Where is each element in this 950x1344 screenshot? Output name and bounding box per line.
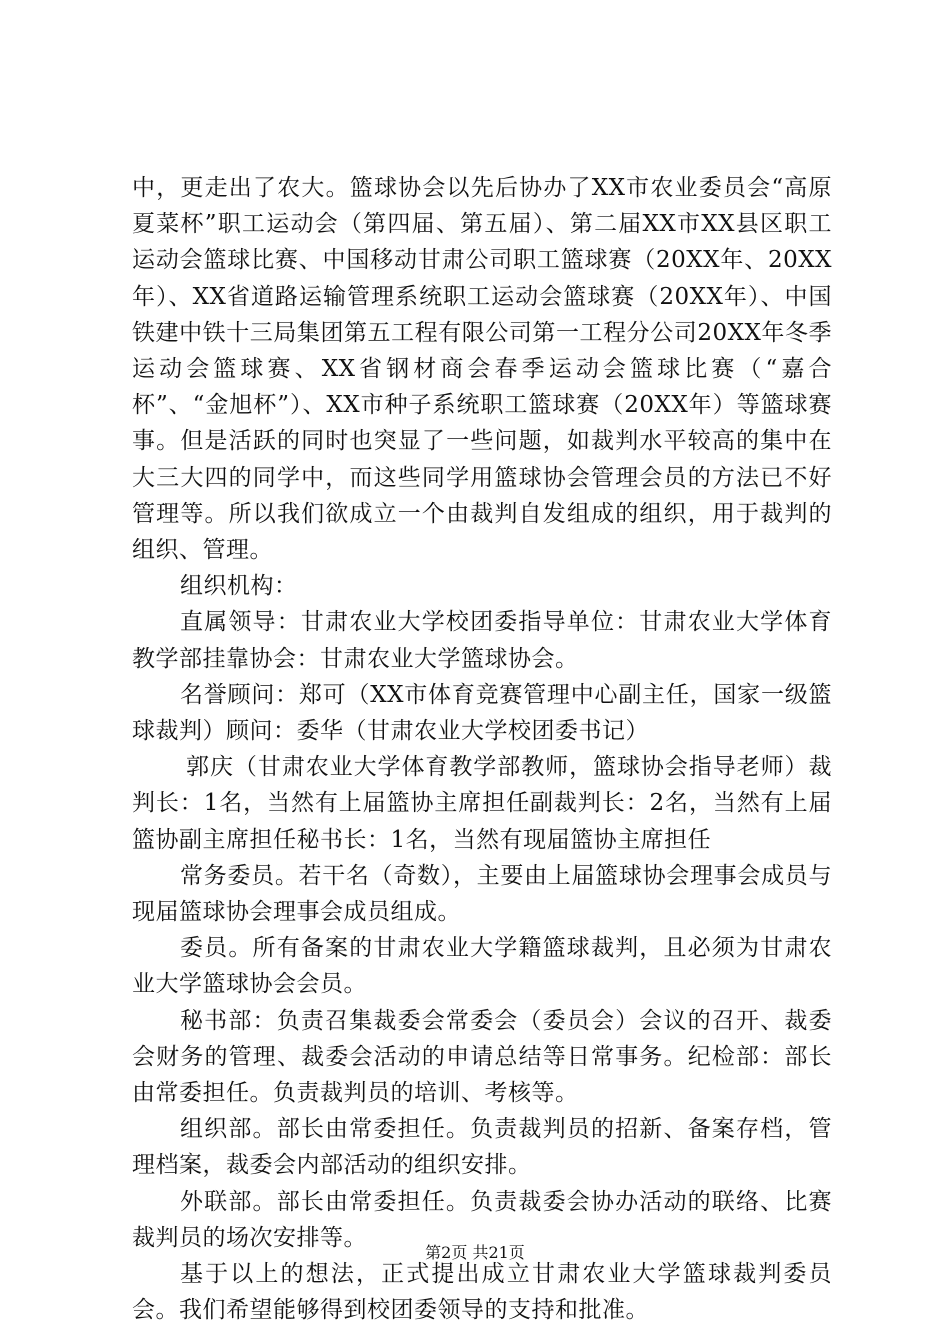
paragraph-advisors: 名誉顾问：郑可（XX市体育竞赛管理中心副主任，国家一级篮球裁判）顾问：委华（甘肃农业大学校团委书记）	[132, 681, 832, 745]
paragraph-secretariat: 秘书部：负责召集裁委会常委会（委员会）会议的召开、裁委会财务的管理、裁委会活动的申请总结等日常事务。纪检部：部长由常委担任。负责裁判员的培训、考核等。	[132, 1007, 832, 1107]
paragraph-liaison-dept: 外联部。部长由常委担任。负责裁委会协办活动的联络、比赛裁判员的场次安排等。	[132, 1188, 832, 1251]
paragraph-organization-dept: 组织部。部长由常委担任。负责裁判员的招新、备案存档，管理档案，裁委会内部活动的组织安排。	[132, 1116, 832, 1179]
paragraph-org-heading: 组织机构：	[180, 573, 298, 600]
paragraph-members: 委员。所有备案的甘肃农业大学籍篮球裁判，且必须为甘肃农业大学篮球协会会员。	[132, 935, 832, 998]
page-footer	[0, 1243, 950, 1263]
paragraph-referee-chief: 郭庆（甘肃农业大学体育教学部教师，篮球协会指导老师）裁判长：1名，当然有上届篮协主席担任副裁判长：2名，当然有上届篮协副主席担任秘书长：1名，当然有现届篮协主席担任	[132, 754, 832, 853]
paragraph-leadership: 直属领导：甘肃农业大学校团委指导单位：甘肃农业大学体育教学部挂靠协会：甘肃农业大学篮球协会。	[132, 609, 832, 672]
paragraph-standing-committee: 常务委员。若干名（奇数），主要由上届篮球协会理事会成员与现届篮球协会理事会成员组成。	[132, 862, 832, 926]
paragraph-conclusion: 基于以上的想法，正式提出成立甘肃农业大学篮球裁判委员会。我们希望能够得到校团委领导的支持和批准。	[132, 1261, 832, 1324]
paragraph-intro: 中，更走出了农大。篮球协会以先后协办了XX市农业委员会“高原夏菜杯”职工运动会（第四届、第五届）、第二届XX市XX县区职工运动会篮球比赛、中国移动甘肃公司职工篮球赛（20XX年、20XX年）、XX省道路运输管理系统职工运动会篮球赛（20XX年）、中国铁建中铁十三局集团第五工程有限公司第一工程分公司20XX年冬季运动会篮球赛、XX省钢材商会春季运动会篮球比赛（“嘉合杯”、“金旭杯”）、XX市种子系统职工篮球赛（20XX年）等篮球赛事。但是活跃的同时也突显了一些问题，如裁判水平较高的集中在大三大四的同学中，而这些同学用篮球协会管理会员的方法已不好管理等。所以我们欲成立一个由裁判自发组成的组织，用于裁判的组织、管理。	[132, 175, 832, 564]
page-number: 第2页 共21页	[425, 1243, 525, 1262]
document-body	[132, 170, 832, 1329]
